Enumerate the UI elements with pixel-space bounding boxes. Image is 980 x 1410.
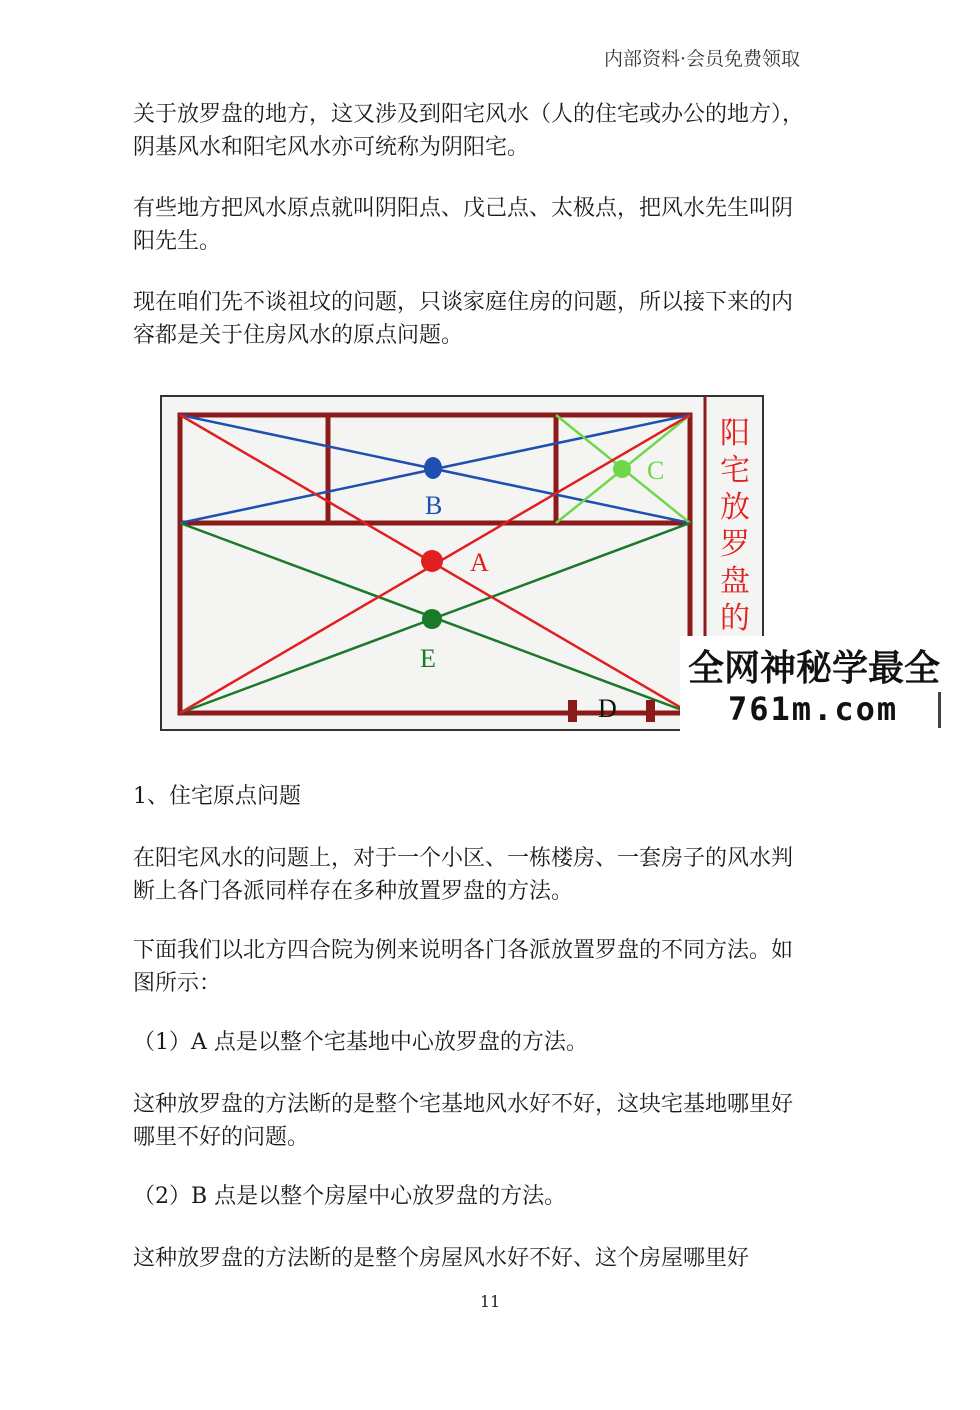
page-number: 11 <box>479 1292 501 1311</box>
paragraph-7: 这种放罗盘的方法断的是整个房屋风水好不好、这个房屋哪里好 <box>133 1246 750 1271</box>
paragraph-6: 这种放罗盘的方法断的是整个宅基地风水好不好，这块宅基地哪里好哪里不好的问题。 <box>133 1092 794 1150</box>
watermark-title: 全网神秘学最全 <box>688 648 941 689</box>
side-title-char: 盘 <box>720 564 750 599</box>
label-C: C <box>647 456 665 485</box>
paragraph-5: 下面我们以北方四合院为例来说明各门各派放置罗盘的不同方法。如图所示： <box>133 938 794 996</box>
side-title-char: 罗 <box>720 527 750 562</box>
site-watermark <box>680 636 980 742</box>
paragraph-2: 有些地方把风水原点就叫阴阳点、戊己点、太极点，把风水先生叫阴阳先生。 <box>133 196 794 254</box>
point-A <box>421 550 443 572</box>
label-A: A <box>470 548 489 577</box>
item-1: （1）A 点是以整个宅基地中心放罗盘的方法。 <box>133 1030 588 1055</box>
watermark-bar <box>938 692 941 728</box>
point-C <box>613 460 631 478</box>
section-heading: 1、住宅原点问题 <box>133 784 301 809</box>
paragraph-1: 关于放罗盘的地方，这又涉及到阳宅风水（人的住宅或办公的地方），阴基风水和阳宅风水亦可统称为阴阳宅。 <box>133 102 805 160</box>
gate-left-marker <box>568 700 577 722</box>
side-title-char: 放 <box>720 490 750 525</box>
side-title-char: 阳 <box>720 416 750 451</box>
label-D: D <box>598 694 617 723</box>
point-B <box>424 457 442 479</box>
watermark-url: 761m.com <box>728 690 899 728</box>
side-title-char: 的 <box>720 601 750 636</box>
paragraph-4: 在阳宅风水的问题上，对于一个小区、一栋楼房、一套房子的风水判断上各门各派同样存在多种放置罗盘的方法。 <box>133 846 794 904</box>
point-E <box>422 609 442 629</box>
side-title-char: 宅 <box>720 453 750 488</box>
gate-right-marker <box>646 700 655 722</box>
item-2: （2）B 点是以整个房屋中心放罗盘的方法。 <box>133 1184 567 1209</box>
label-E: E <box>420 644 436 673</box>
label-B: B <box>425 491 443 520</box>
page-header: 内部资料·会员免费领取 <box>603 48 800 70</box>
paragraph-3: 现在咱们先不谈祖坟的问题，只谈家庭住房的问题，所以接下来的内容都是关于住房风水的原点问题。 <box>133 290 794 348</box>
